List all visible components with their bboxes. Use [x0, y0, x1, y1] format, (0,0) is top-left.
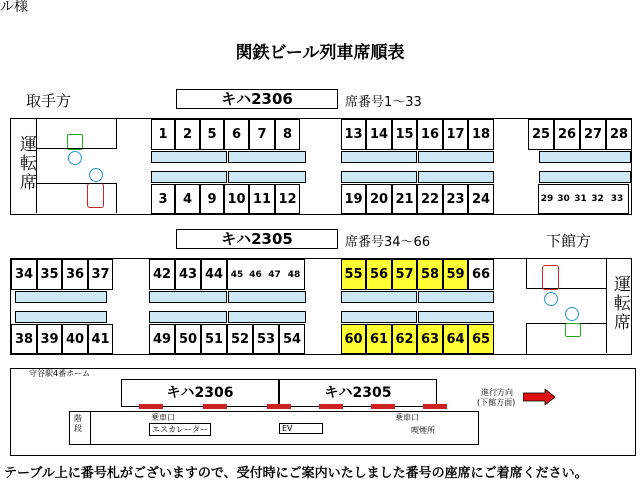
- door-marker: [371, 404, 395, 409]
- direction-arrow-icon: [523, 389, 557, 409]
- table: [539, 171, 631, 183]
- seat-35[interactable]: 35: [37, 259, 62, 290]
- direction-label: 進行方向: [481, 388, 513, 397]
- seat-62[interactable]: 62: [392, 324, 417, 354]
- car1-bottom-seats-b: [341, 184, 494, 214]
- seat-3[interactable]: 3: [151, 184, 175, 214]
- car1-deck-box: [37, 183, 117, 213]
- seat-29[interactable]: 29: [538, 184, 555, 214]
- seat-33[interactable]: 33: [606, 184, 629, 214]
- direction-sub-label: (下館方面): [477, 398, 516, 407]
- seat-23[interactable]: 23: [443, 184, 468, 214]
- seat-36[interactable]: 36: [62, 259, 88, 290]
- table: [418, 291, 494, 303]
- seat-8[interactable]: 8: [275, 119, 300, 150]
- seat-2[interactable]: 2: [175, 119, 200, 150]
- ev-label: EV: [279, 423, 323, 434]
- seat-45[interactable]: 45: [227, 259, 246, 290]
- car1-seat-range: 席番号1～33: [345, 95, 422, 110]
- car1-top-seats-b: [341, 119, 494, 150]
- seat-11[interactable]: 11: [249, 184, 275, 214]
- seat-60[interactable]: 60: [341, 324, 366, 354]
- car1-cab-label: 運転席: [16, 135, 36, 192]
- seat-47[interactable]: 47: [265, 259, 284, 290]
- seat-21[interactable]: 21: [392, 184, 417, 214]
- seat-65[interactable]: 65: [468, 324, 494, 354]
- seat-38[interactable]: 38: [11, 324, 37, 354]
- table: [149, 311, 227, 323]
- seat-7[interactable]: 7: [249, 119, 275, 150]
- seat-49[interactable]: 49: [149, 324, 175, 354]
- car2-top-seats-b: [149, 259, 305, 290]
- seat-14[interactable]: 14: [366, 119, 392, 150]
- table: [151, 171, 227, 183]
- car2-cab-label: 運転席: [610, 275, 630, 332]
- door-marker: [319, 404, 343, 409]
- seat-43[interactable]: 43: [175, 259, 201, 290]
- car1-bottom-seats-c: [538, 184, 629, 214]
- seat-64[interactable]: 64: [443, 324, 468, 354]
- seat-44[interactable]: 44: [201, 259, 227, 290]
- seat-28[interactable]: 28: [606, 119, 632, 150]
- seat-24[interactable]: 24: [468, 184, 494, 214]
- car2-top-seats-a: [11, 259, 113, 290]
- car1-top-seats-c: [528, 119, 632, 150]
- seat-52[interactable]: 52: [227, 324, 253, 354]
- smoking-area-label: 喫煙所: [411, 426, 435, 435]
- table: [341, 291, 417, 303]
- escalator-label: エスカレーター: [149, 423, 211, 436]
- seat-58[interactable]: 58: [417, 259, 443, 290]
- door-marker: [267, 404, 291, 409]
- seat-25[interactable]: 25: [528, 119, 554, 150]
- door-marker: [203, 404, 227, 409]
- car2-bottom-seats-b: [149, 324, 305, 354]
- car2-bottom-seats-c: [341, 324, 494, 354]
- car2-body: [10, 258, 632, 355]
- car1-cab: [11, 119, 37, 213]
- seat-55[interactable]: 55: [341, 259, 366, 290]
- shimodate-side-label: 下館方: [546, 232, 592, 250]
- seat-5[interactable]: 5: [200, 119, 224, 150]
- seat-59[interactable]: 59: [443, 259, 468, 290]
- car2-seat-range: 席番号34～66: [345, 235, 431, 250]
- stairs-box: [69, 411, 91, 445]
- seat-15[interactable]: 15: [392, 119, 417, 150]
- map-car1: キハ2306: [121, 379, 279, 407]
- red-marker: [542, 265, 559, 290]
- car1-top-seats-a: [151, 119, 300, 150]
- platform-map: [10, 368, 636, 456]
- seat-13[interactable]: 13: [341, 119, 366, 150]
- seat-19[interactable]: 19: [341, 184, 366, 214]
- map-car2: キハ2305: [279, 379, 437, 407]
- seat-63[interactable]: 63: [417, 324, 443, 354]
- seat-31[interactable]: 31: [572, 184, 589, 214]
- seat-34[interactable]: 34: [11, 259, 37, 290]
- seat-10[interactable]: 10: [224, 184, 249, 214]
- car2-top-seats-c: [341, 259, 494, 290]
- table: [228, 291, 306, 303]
- door-marker: [423, 404, 447, 409]
- seat-41[interactable]: 41: [88, 324, 113, 354]
- boarding-label-1: 乗車口: [151, 413, 175, 422]
- footer-note: テーブル上に番号札がございますので、受付時にご案内いたしました番号の座席にご着席ください。: [4, 466, 588, 481]
- table: [228, 171, 306, 183]
- boarding-label-2: 乗車口: [395, 413, 419, 422]
- table: [149, 291, 227, 303]
- green-marker: [565, 323, 581, 337]
- seat-12[interactable]: 12: [275, 184, 300, 214]
- car2-bottom-seats-a: [11, 324, 113, 354]
- car2-name: キハ2305: [176, 229, 338, 249]
- table: [15, 291, 107, 303]
- car1-body: [10, 118, 632, 215]
- seat-4[interactable]: 4: [175, 184, 200, 214]
- table: [228, 311, 306, 323]
- seat-48[interactable]: 48: [284, 259, 305, 290]
- seat-30[interactable]: 30: [555, 184, 572, 214]
- table: [539, 151, 631, 163]
- seat-61[interactable]: 61: [366, 324, 392, 354]
- table: [341, 171, 417, 183]
- blue-circle-marker: [89, 168, 103, 182]
- seat-9[interactable]: 9: [200, 184, 224, 214]
- table: [418, 171, 494, 183]
- seat-18[interactable]: 18: [468, 119, 494, 150]
- seat-32[interactable]: 32: [589, 184, 606, 214]
- table: [418, 151, 494, 163]
- table: [151, 151, 227, 163]
- seat-1[interactable]: 1: [151, 119, 175, 150]
- seat-6[interactable]: 6: [224, 119, 249, 150]
- page-title: 関鉄ビール列車席順表: [235, 43, 405, 63]
- seat-20[interactable]: 20: [366, 184, 392, 214]
- toride-side-label: 取手方: [26, 92, 72, 110]
- car2-deck-box: [526, 259, 606, 289]
- seat-16[interactable]: 16: [417, 119, 443, 150]
- blue-circle-marker: [565, 307, 579, 321]
- table: [341, 151, 417, 163]
- seat-17[interactable]: 17: [443, 119, 468, 150]
- car1-bottom-seats-a: [151, 184, 300, 214]
- seat-53[interactable]: 53: [253, 324, 279, 354]
- table: [228, 151, 306, 163]
- seat-50[interactable]: 50: [175, 324, 201, 354]
- seat-54[interactable]: 54: [279, 324, 305, 354]
- stairs-label: 階段: [74, 414, 82, 433]
- door-marker: [139, 404, 163, 409]
- seat-57[interactable]: 57: [392, 259, 417, 290]
- seat-22[interactable]: 22: [417, 184, 443, 214]
- table: [15, 311, 107, 323]
- seat-40[interactable]: 40: [62, 324, 88, 354]
- seat-27[interactable]: 27: [580, 119, 606, 150]
- blue-circle-marker: [68, 151, 82, 165]
- seat-42[interactable]: 42: [149, 259, 175, 290]
- seat-66[interactable]: 66: [468, 259, 494, 290]
- table: [418, 311, 494, 323]
- table: [341, 311, 417, 323]
- seat-46[interactable]: 46: [246, 259, 265, 290]
- car1-name: キハ2306: [176, 89, 338, 109]
- customer-name-fragment: ル様: [0, 0, 28, 15]
- seat-56[interactable]: 56: [366, 259, 392, 290]
- seat-51[interactable]: 51: [201, 324, 227, 354]
- car1-deck-box: [37, 119, 117, 149]
- seat-39[interactable]: 39: [37, 324, 62, 354]
- station-label: 守谷駅4番ホーム: [29, 369, 91, 378]
- seat-37[interactable]: 37: [88, 259, 113, 290]
- seat-26[interactable]: 26: [554, 119, 580, 150]
- blue-circle-marker: [544, 292, 558, 306]
- car2-cab: [606, 259, 630, 353]
